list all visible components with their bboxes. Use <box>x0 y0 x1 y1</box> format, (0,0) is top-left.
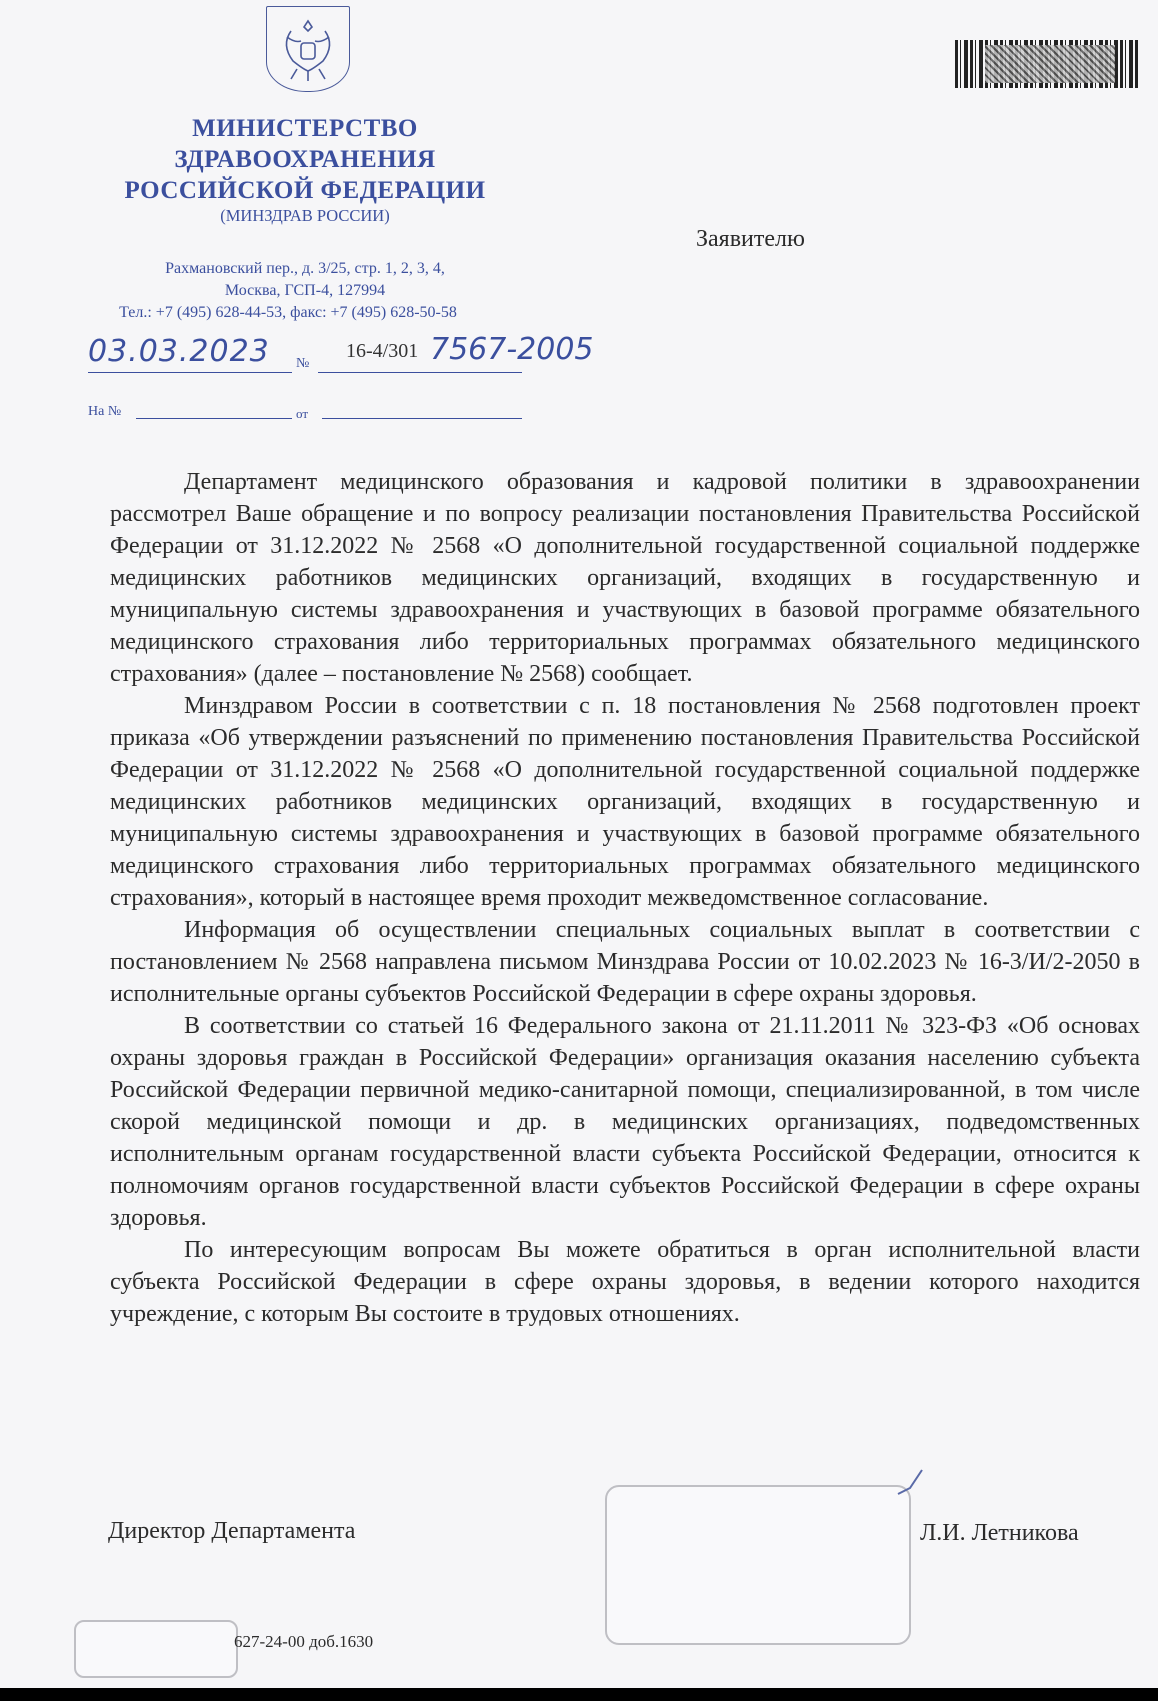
signatory-title: Директор Департамента <box>108 1518 356 1544</box>
double-headed-eagle-icon <box>267 7 349 91</box>
reference-date-line <box>322 418 522 419</box>
ministry-line: ЗДРАВООХРАНЕНИЯ <box>174 146 436 173</box>
handwritten-date: 03.03.2023 <box>88 334 270 369</box>
ministry-line: РОССИЙСКОЙ ФЕДЕРАЦИИ <box>124 177 486 204</box>
signature-stroke-icon <box>896 1466 926 1496</box>
redacted-signature-box <box>605 1485 911 1645</box>
body-paragraph: Информация об осуществлении специальных социальных выплат в соответствии с постановлением № 2568 направлена письмом Минздрава России от 10.02.2023 № 16-3/И/2-2050 в исполнительные органы субъектов Российской Федерации в сфере охраны здоровья. <box>110 917 1140 1007</box>
body-paragraph: Минздравом России в соответствии с п. 18 постановления № 2568 подготовлен проект приказа «Об утверждении разъяснений по применению постановления Правительства Российской Федерации от 31.12.2022 № 2568 «О дополнительной государственной социальной поддержке медицинских работников медицинских организаций, входящих в государственную и муниципальную системы здравоохранения и участвующих в базовой программе обязательного медицинского страхования либо территориальных программах обязательного медицинского страхования», который в настоящее время проходит межведомственное согласование. <box>110 693 1140 911</box>
number-underline <box>318 372 522 373</box>
body-paragraph: По интересующим вопросам Вы можете обратиться в орган исполнительной власти субъекта Российской Федерации в сфере охраны здоровья, в ведении которого находится учреждение, с которым Вы состоите в трудовых отношениях. <box>110 1237 1140 1327</box>
reference-label: На № <box>88 404 122 419</box>
reference-number-line <box>136 418 292 419</box>
ministry-line: МИНИСТЕРСТВО <box>192 115 418 142</box>
reference-from-label: от <box>296 406 309 421</box>
executor-phone: 627-24-00 доб.1630 <box>234 1632 374 1651</box>
barcode-pattern <box>985 45 1115 83</box>
ministry-short-name: (МИНЗДРАВ РОССИИ) <box>220 206 390 225</box>
body-paragraph: Департамент медицинского образования и кадровой политики в здравоохранении рассмотрел Ваше обращение и по вопросу реализации постановления Правительства Российской Федерации от 31.12.2022 № 2568 «О дополнительной государственной социальной поддержке медицинских работников медицинских организаций, входящих в государственную и муниципальную системы здравоохранения и участвующих в базовой программе обязательного медицинского страхования либо территориальных программах обязательного медицинского страхования» (далее – постановление № 2568) сообщает. <box>110 469 1140 687</box>
number-sign: № <box>296 356 310 371</box>
phone-fax-line: Тел.: +7 (495) 628-44-53, факс: +7 (495) 628-50-58 <box>119 304 457 321</box>
address-line: Москва, ГСП-4, 127994 <box>224 282 386 299</box>
registration-number-printed: 16-4/301 <box>346 340 419 362</box>
registration-number-handwritten: 7567-2005 <box>430 332 594 367</box>
ministry-address <box>60 258 550 324</box>
redacted-executor-box <box>74 1620 238 1678</box>
recipient: Заявителю <box>696 226 805 252</box>
date-underline <box>88 372 292 373</box>
address-line: Рахмановский пер., д. 3/25, стр. 1, 2, 3, 4, <box>165 260 445 277</box>
letter-body <box>110 466 1140 1330</box>
coat-of-arms-emblem <box>266 6 350 92</box>
body-paragraph: В соответствии со статьей 16 Федерального закона от 21.11.2011 № 323-ФЗ «Об основах охраны здоровья граждан в Российской Федерации» организация оказания населению субъекта Российской Федерации первичной медико-санитарной помощи, специализированной, в том числе скорой медицинской помощи и др. в медицинских организациях, подведомственных исполнительным органам государственной власти субъекта Российской Федерации, относится к полномочиям органов государственной власти субъектов Российской Федерации в сфере охраны здоровья. <box>110 1013 1140 1231</box>
ministry-name <box>60 113 550 206</box>
signatory-name: Л.И. Летникова <box>920 1520 1079 1546</box>
bottom-edge-bar <box>0 1688 1158 1701</box>
